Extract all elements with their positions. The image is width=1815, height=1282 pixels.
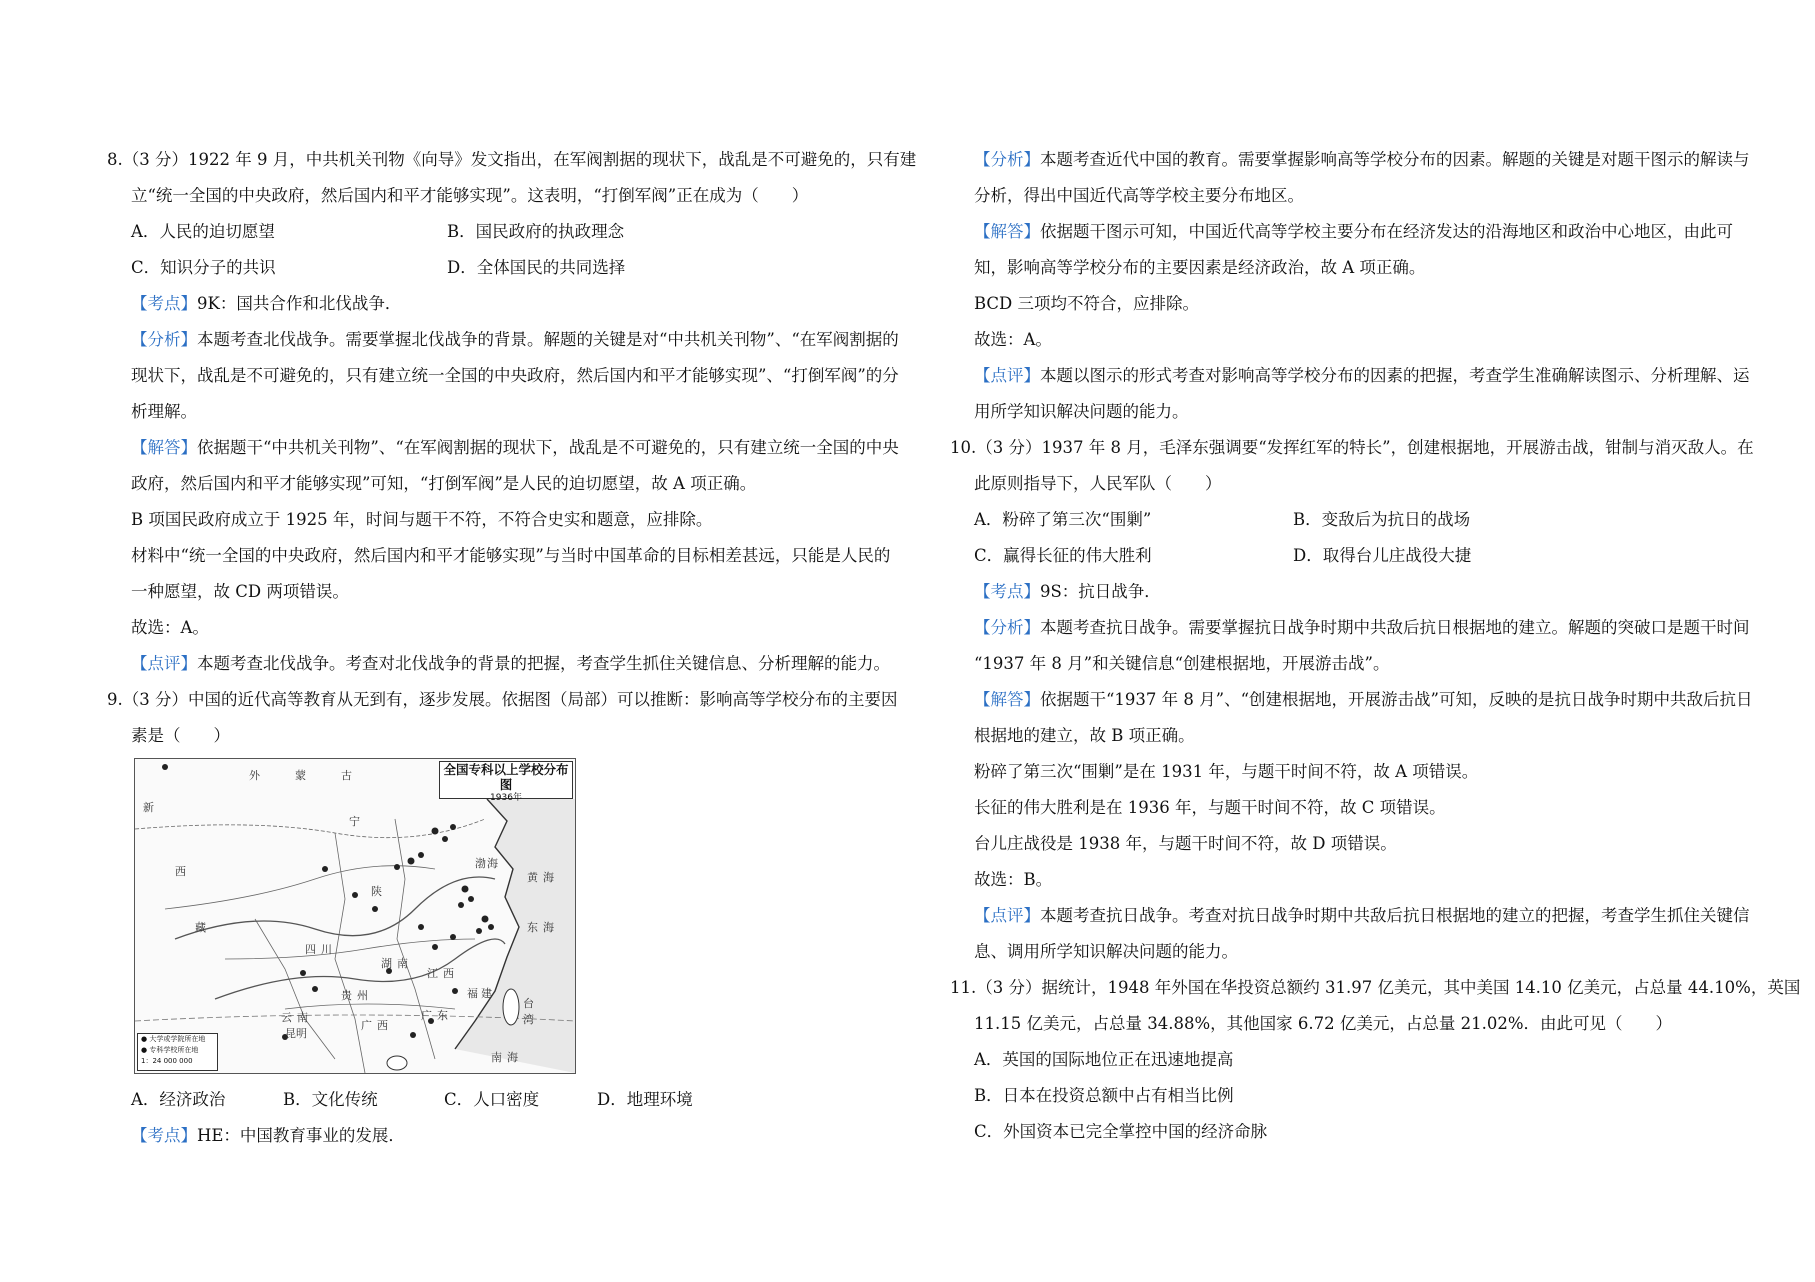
q9-kaodian [107, 1118, 903, 1154]
q9-fenxi-2: 分析，得出中国近代高等学校主要分布地区。 [974, 186, 1304, 205]
map-label: 湖 [381, 957, 392, 970]
map-label: 广 [361, 1019, 372, 1032]
school-markers [162, 764, 494, 1040]
legend-item-university: ● 大学或学院所在地 [141, 1035, 206, 1043]
school-distribution-map [134, 758, 576, 1074]
q9-jieda-text-1: 依据题干图示可知，中国近代高等学校主要分布在经济发达的沿海地区和政治中心地区，由此可 [1040, 222, 1733, 241]
q8-options-row-2 [107, 250, 903, 286]
q8-fenxi-2: 现状下，战乱是不可避免的，只有建立统一全国的中央政府，然后国内和平才能够实现”、“打倒军阀”的分 [131, 366, 899, 385]
q9-fenxi-1 [950, 142, 1750, 178]
map-label: 台 [523, 997, 534, 1010]
q8-kaodian [107, 286, 903, 322]
map-label: 昆明 [285, 1027, 307, 1040]
map-label: 云 [281, 1011, 292, 1024]
question-9 [107, 682, 903, 1154]
map-label: 海 [507, 1051, 518, 1064]
q8-stem-line-2: 立“统一全国的中央政府，然后国内和平才能够实现”。这表明，“打倒军阀”正在成为（ ） [131, 186, 809, 205]
map-subtitle: 1936年 [490, 793, 522, 803]
map-label: 四 [305, 943, 316, 956]
map-label: 福 [467, 987, 478, 1000]
map-label: 海 [543, 921, 554, 934]
q9-dianping-2: 用所学知识解决问题的能力。 [974, 402, 1189, 421]
q10-stem-line-1: 10.（3 分）1937 年 8 月，毛泽东强调要“发挥红军的特长”，创建根据地，开展游击战，钳制与消灭敌人。在 [950, 438, 1754, 457]
q10-options-row-2 [950, 538, 1715, 574]
left-column [107, 142, 917, 1154]
q11-stem-line-1: 11.（3 分）据统计，1948 年外国在华投资总额约 31.97 亿美元，其中美国 14.10 亿美元，占总量 44.10%，英国 [950, 978, 1801, 997]
map-label: 川 [321, 943, 332, 956]
q10-fenxi-text-1: 本题考查抗日战争。需要掌握抗日战争时期中共敌后抗日根据地的建立。解题的突破口是题干时间 [1040, 618, 1750, 637]
q8-fenxi-text-1: 本题考查北伐战争。需要掌握北伐战争的背景。解题的关键是对“中共机关刊物”、“在军阀割据的 [197, 330, 899, 349]
q10-jieda-4: 长征的伟大胜利是在 1936 年，与题干时间不符，故 C 项错误。 [974, 798, 1446, 817]
map-label: 陕 [371, 885, 382, 898]
map-label: 外 [249, 769, 260, 782]
q8-jieda-text-1: 依据题干“中共机关刊物”、“在军阀割据的现状下，战乱是不可避免的，只有建立统一全国的中央 [197, 438, 899, 457]
dianping-tag: 【点评】 [974, 366, 1040, 385]
q10-option-c: C．赢得长征的伟大胜利 [974, 546, 1152, 565]
map-scale: 1：24 000 000 [141, 1057, 193, 1065]
q11-option-c: C．外国资本已完全掌控中国的经济命脉 [974, 1122, 1268, 1141]
map-label: 西 [175, 865, 186, 878]
dianping-tag: 【点评】 [974, 906, 1040, 925]
q8-fenxi-1 [107, 322, 903, 358]
q10-kaodian-text: 9S：抗日战争． [1040, 582, 1161, 601]
map-legend [137, 1033, 218, 1071]
q10-fenxi-2: “1937 年 8 月”和关键信息“创建根据地，开展游击战”。 [974, 654, 1390, 673]
q8-dianping-text: 本题考查北伐战争。考查对北伐战争的背景的把握，考查学生抓住关键信息、分析理解的能力。 [197, 654, 890, 673]
hainan-island [387, 1056, 407, 1070]
q10-dianping-2: 息、调用所学知识解决问题的能力。 [974, 942, 1238, 961]
boundary-line [135, 819, 485, 838]
map-label: 建 [481, 987, 492, 1000]
map-label: 州 [357, 989, 368, 1002]
map-label: 蒙 [295, 769, 306, 782]
q8-dianping [107, 646, 903, 682]
q8-option-a: A．人民的迫切愿望 [131, 222, 275, 241]
map-label: 海 [543, 871, 554, 884]
map-title-box [439, 761, 573, 803]
question-10 [950, 430, 1754, 970]
question-8 [107, 142, 917, 682]
river-line [175, 877, 495, 939]
fenxi-tag: 【分析】 [974, 618, 1040, 637]
q11-option-a: A．英国的国际地位正在迅速地提高 [974, 1050, 1234, 1069]
q9-jieda-3: BCD 三项均不符合，应排除。 [974, 294, 1200, 313]
q10-answer: 故选：B。 [974, 870, 1053, 889]
map-label: 南 [297, 1011, 308, 1024]
q8-answer: 故选：A。 [131, 618, 209, 637]
map-label: 西 [377, 1019, 388, 1032]
q8-fenxi-3: 析理解。 [131, 402, 197, 421]
q8-kaodian-text: 9K：国共合作和北伐战争． [197, 294, 402, 313]
map-label: 新 [143, 801, 154, 814]
q10-option-a: A．粉碎了第三次“围剿” [974, 510, 1152, 529]
q10-jieda-2: 根据地的建立，故 B 项正确。 [974, 726, 1195, 745]
q11-stem-line-2: 11.15 亿美元，占总量 34.88%，其他国家 6.72 亿美元，占总量 21.02%．由此可见（ ） [974, 1014, 1673, 1033]
q9-option-c: C．人口密度 [444, 1090, 540, 1109]
map-label: 渤 [475, 857, 486, 870]
q8-jieda-5: 一种愿望，故 CD 两项错误。 [131, 582, 349, 601]
q10-jieda-5: 台儿庄战役是 1938 年，与题干时间不符，故 D 项错误。 [974, 834, 1397, 853]
q8-stem-line-1: 8.（3 分）1922 年 9 月，中共机关刊物《向导》发文指出，在军阀割据的现状下，战乱是不可避免的，只有建 [107, 150, 917, 169]
q9-stem-line-1: 9.（3 分）中国的近代高等教育从无到有，逐步发展。依据图（局部）可以推断：影响高等学校分布的主要因 [107, 690, 898, 709]
map-label: 黄 [527, 871, 538, 884]
kaodian-tag: 【考点】 [974, 582, 1040, 601]
q9-dianping-1 [950, 358, 1750, 394]
q9-kaodian-text: HE：中国教育事业的发展． [197, 1126, 405, 1145]
q8-jieda-2: 政府，然后国内和平才能够实现”可知，“打倒军阀”是人民的迫切愿望，故 A 项正确。 [131, 474, 757, 493]
kaodian-tag: 【考点】 [131, 294, 197, 313]
map-label: 广 [421, 1009, 432, 1022]
map-drawing [135, 759, 575, 1073]
q9-option-a: A．经济政治 [131, 1090, 226, 1109]
q10-jieda-text-1: 依据题干“1937 年 8 月”、“创建根据地，开展游击战”可知，反映的是抗日战争时期中共敌后抗日 [1040, 690, 1753, 709]
map-label: 东 [437, 1009, 448, 1022]
q8-options-row-1 [107, 214, 903, 250]
fenxi-tag: 【分析】 [974, 150, 1040, 169]
q10-option-d: D．取得台儿庄战役大捷 [1293, 546, 1472, 565]
question-11 [950, 970, 1801, 1150]
map-label: 海 [487, 857, 498, 870]
map-label: 东 [527, 921, 538, 934]
jieda-tag: 【解答】 [974, 222, 1040, 241]
q10-dianping-text-1: 本题考查抗日战争。考查对抗日战争时期中共敌后抗日根据地的建立的把握，考查学生抓住关键信 [1040, 906, 1750, 925]
q9-jieda-2: 知，影响高等学校分布的主要因素是经济政治，故 A 项正确。 [974, 258, 1426, 277]
q8-option-c: C．知识分子的共识 [131, 258, 276, 277]
q9-jieda-1 [950, 214, 1733, 250]
map-label: 江 [427, 967, 438, 980]
fenxi-tag: 【分析】 [131, 330, 197, 349]
q11-option-b: B．日本在投资总额中占有相当比例 [974, 1086, 1234, 1105]
question-9-continued [950, 142, 1750, 430]
q9-dianping-text-1: 本题以图示的形式考查对影响高等学校分布的因素的把握，考查学生准确解读图示、分析理解、运 [1040, 366, 1750, 385]
q9-option-b: B．文化传统 [283, 1090, 378, 1109]
boundary-line [165, 866, 435, 909]
map-label: 藏 [195, 921, 206, 934]
q8-jieda-4: 材料中“统一全国的中央政府，然后国内和平才能够实现”与当时中国革命的目标相差甚远，只能是人民的 [131, 546, 891, 565]
map-label: 南 [491, 1051, 502, 1064]
q10-jieda-1 [950, 682, 1753, 718]
taiwan-island [503, 989, 519, 1025]
q10-kaodian [950, 574, 1715, 610]
q9-answer: 故选：A。 [974, 330, 1052, 349]
map-label: 湾 [523, 1013, 534, 1026]
kaodian-tag: 【考点】 [131, 1126, 197, 1145]
map-label: 古 [341, 769, 352, 782]
jieda-tag: 【解答】 [131, 438, 197, 457]
dianping-tag: 【点评】 [131, 654, 197, 673]
map-label: 西 [443, 967, 454, 980]
boundary-line [225, 939, 475, 959]
q9-options-row [107, 1082, 903, 1118]
q10-option-b: B．变敌后为抗日的战场 [1293, 510, 1471, 529]
legend-item-college: ● 专科学校所在地 [141, 1046, 199, 1054]
map-label: 宁 [349, 815, 360, 828]
jieda-tag: 【解答】 [974, 690, 1040, 709]
q8-jieda-1 [107, 430, 903, 466]
q10-fenxi-1 [950, 610, 1750, 646]
q9-stem-line-2: 素是（ ） [131, 726, 230, 745]
q9-fenxi-text-1: 本题考查近代中国的教育。需要掌握影响高等学校分布的因素。解题的关键是对题干图示的解读与 [1040, 150, 1750, 169]
q8-option-b: B．国民政府的执政理念 [447, 222, 625, 241]
q10-options-row-1 [950, 502, 1715, 538]
right-column [950, 142, 1801, 1150]
map-label: 南 [397, 957, 408, 970]
q8-option-d: D．全体国民的共同选择 [447, 258, 626, 277]
q10-dianping-1 [950, 898, 1750, 934]
q9-option-d: D．地理环境 [597, 1090, 693, 1109]
q10-jieda-3: 粉碎了第三次“围剿”是在 1931 年，与题干时间不符，故 A 项错误。 [974, 762, 1479, 781]
q10-stem-line-2: 此原则指导下，人民军队（ ） [974, 474, 1222, 493]
map-label: 贵 [341, 989, 352, 1002]
q8-jieda-3: B 项国民政府成立于 1925 年，时间与题干不符，不符合史实和题意，应排除。 [131, 510, 713, 529]
map-title: 全国专科以上学校分布图 [443, 762, 569, 792]
